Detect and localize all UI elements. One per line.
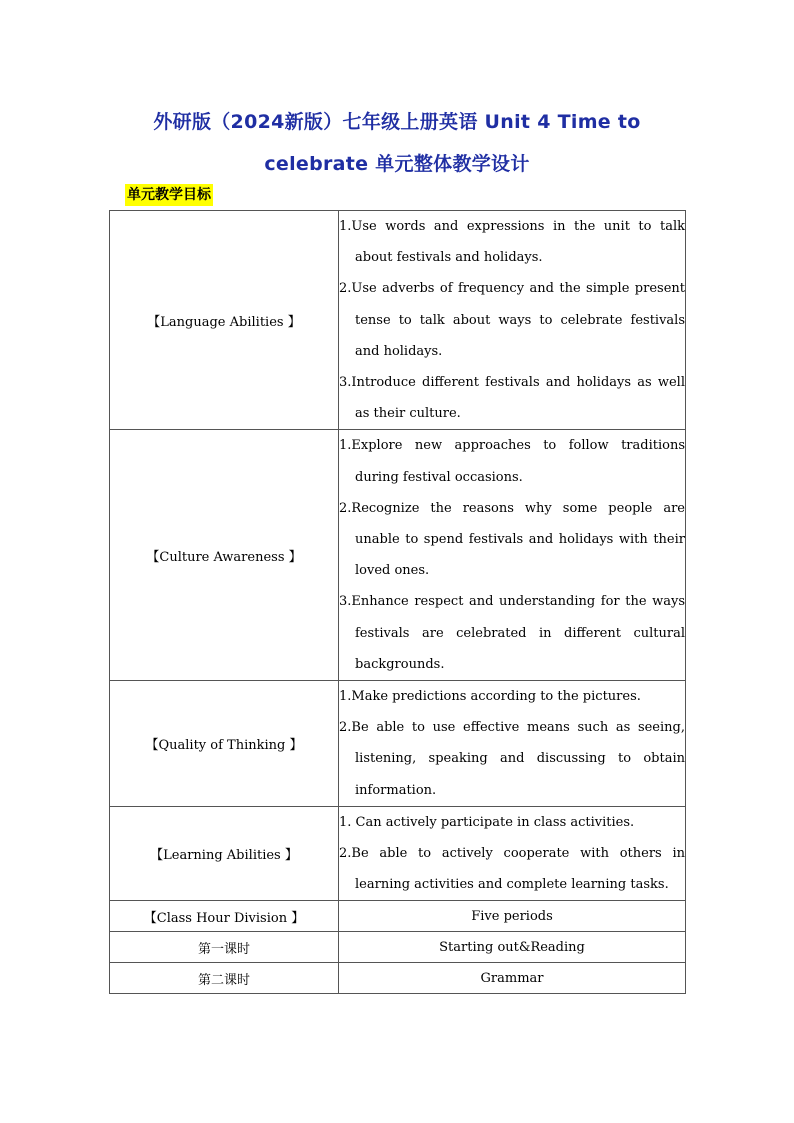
goal-content xyxy=(339,430,686,681)
goal-item: 2.Be able to actively cooperate with others in learning activities and complete learning tasks. xyxy=(339,846,685,893)
goal-item: 1.Make predictions according to the pictures. xyxy=(339,689,641,705)
goal-item: 1.Explore new approaches to follow traditions during festival occasions. xyxy=(339,438,685,485)
row-value: Grammar xyxy=(339,963,686,994)
document-title-line-1: 外研版（2024新版）七年级上册英语 Unit 4 Time to xyxy=(153,111,641,133)
goal-row-culture xyxy=(110,430,686,681)
period-row xyxy=(110,963,686,994)
goal-item: 3.Enhance respect and understanding for the ways festivals are celebrated in different cultural backgrounds. xyxy=(339,594,685,672)
goal-row-thinking xyxy=(110,681,686,807)
goal-label: 【Culture Awareness 】 xyxy=(110,430,339,681)
row-label: 第一课时 xyxy=(110,932,339,963)
goal-item: 2.Recognize the reasons why some people are unable to spend festivals and holidays with their loved ones. xyxy=(339,500,685,579)
goal-item: 3.Introduce different festivals and holidays as well as their culture. xyxy=(339,375,685,422)
row-label: 【Class Hour Division 】 xyxy=(110,901,339,932)
goals-table xyxy=(109,210,686,994)
goal-item: 2.Be able to use effective means such as seeing, listening, speaking and discussing to obtain information. xyxy=(339,720,685,798)
row-value: Five periods xyxy=(339,901,686,932)
period-row xyxy=(110,932,686,963)
goal-item: 1.Use words and expressions in the unit to talk about festivals and holidays. xyxy=(339,219,685,266)
row-value: Starting out&Reading xyxy=(339,932,686,963)
section-label: 单元教学目标 xyxy=(125,184,213,206)
goal-item: 1. Can actively participate in class activities. xyxy=(339,814,635,830)
goal-content xyxy=(339,211,686,430)
goal-label: 【Language Abilities 】 xyxy=(110,211,339,430)
goal-content xyxy=(339,681,686,807)
goal-label: 【Learning Abilities 】 xyxy=(110,806,339,901)
row-label: 第二课时 xyxy=(110,963,339,994)
goal-label: 【Quality of Thinking 】 xyxy=(110,681,339,807)
goal-row-learning xyxy=(110,806,686,901)
document-title-line-2: celebrate 单元整体教学设计 xyxy=(264,153,530,175)
goal-row-language xyxy=(110,211,686,430)
class-hour-row xyxy=(110,901,686,932)
goal-content xyxy=(339,806,686,901)
goal-item: 2.Use adverbs of frequency and the simple present tense to talk about ways to celebrate festivals and holidays. xyxy=(339,281,685,359)
